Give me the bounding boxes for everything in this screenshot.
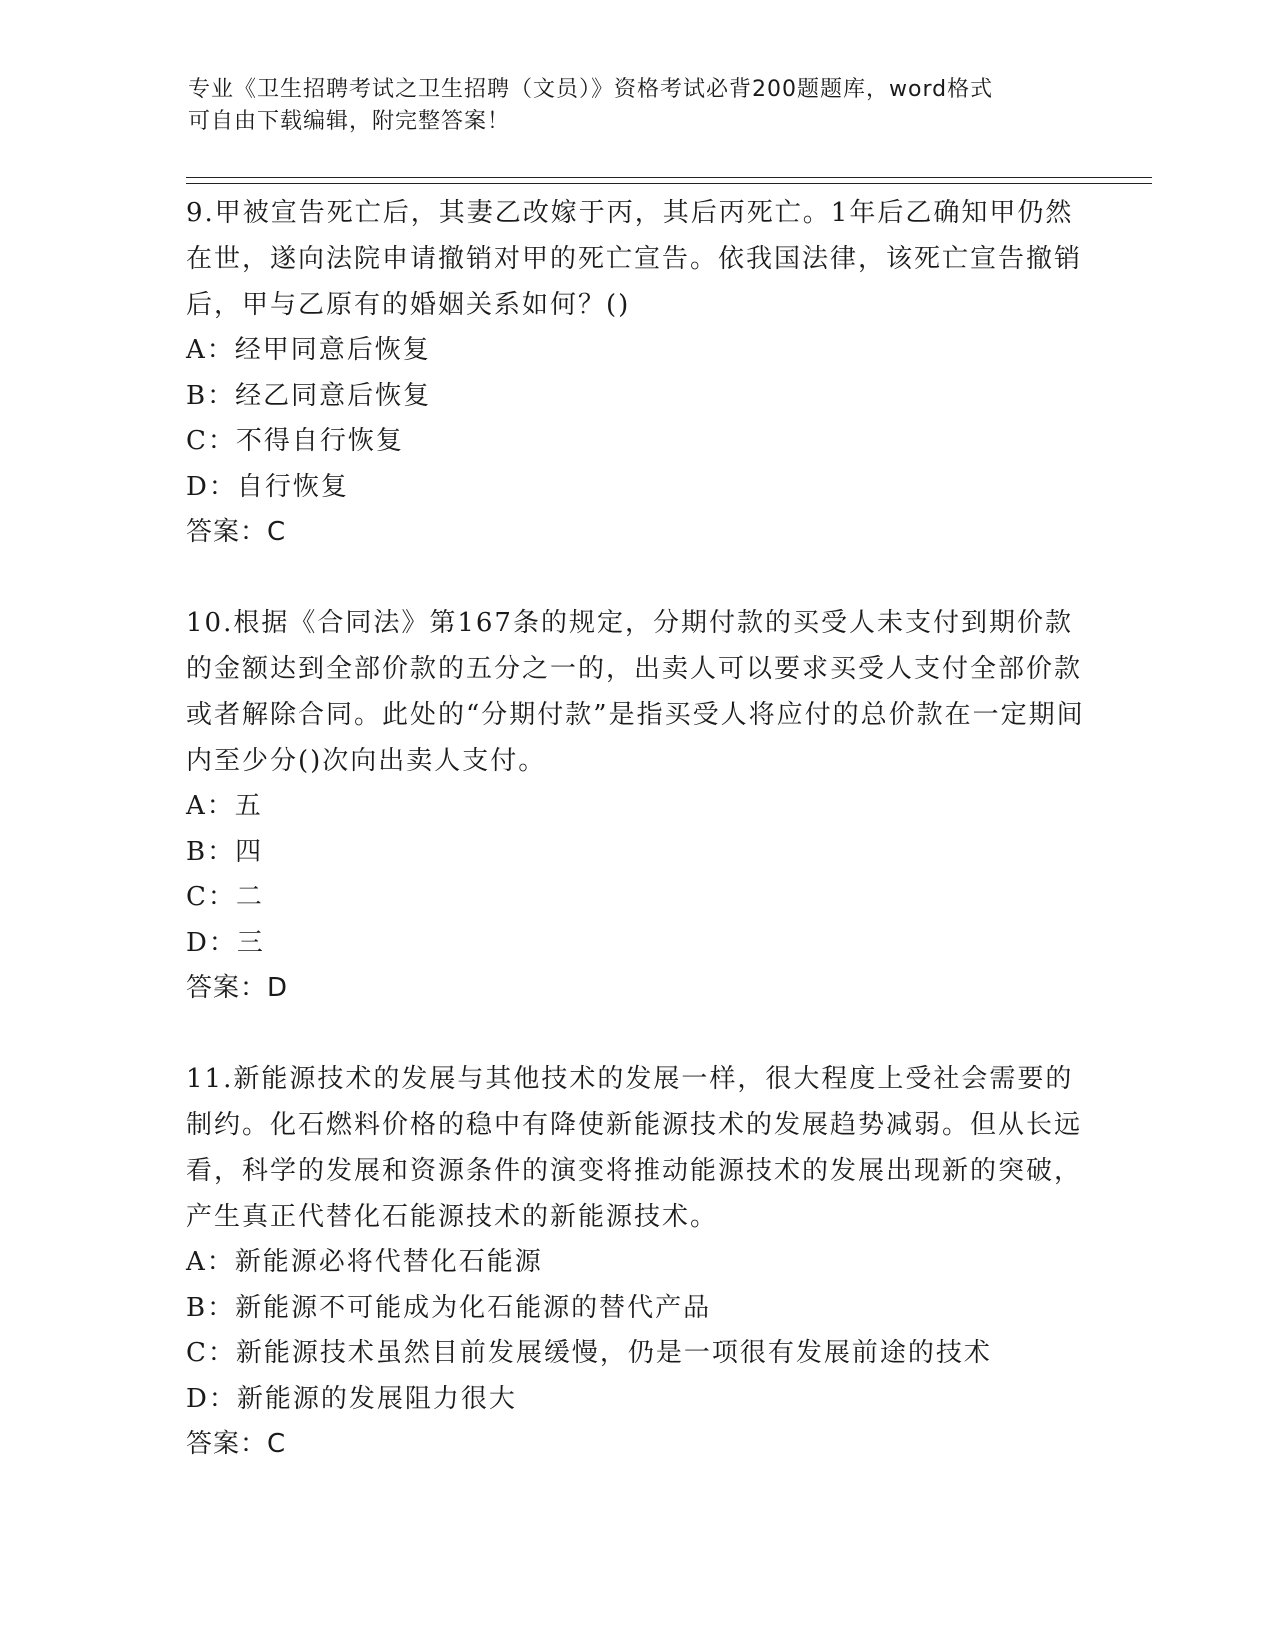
header-line-2: 可自由下载编辑，附完整答案！ — [188, 109, 511, 134]
option-b: B：经乙同意后恢复 — [186, 380, 432, 411]
option-c: C：新能源技术虽然目前发展缓慢，仍是一项很有发展前途的技术 — [186, 1338, 992, 1368]
option-b: B：四 — [186, 836, 264, 867]
answer-line: 答案：C — [186, 517, 287, 547]
question-list — [186, 190, 1086, 1512]
header-divider-bottom — [186, 183, 1152, 184]
option-d: D：三 — [186, 927, 265, 958]
option-d: D：新能源的发展阻力很大 — [186, 1383, 517, 1414]
question-text: 9.甲被宣告死亡后，其妻乙改嫁于丙，其后丙死亡。1年后乙确知甲仍然在世，遂向法院申请撤销对甲的死亡宣告。依我国法律，该死亡宣告撤销后，甲与乙原有的婚姻关系如何？() — [186, 198, 1083, 320]
answer-line: 答案：C — [186, 1429, 287, 1459]
option-d: D：自行恢复 — [186, 471, 349, 502]
header-line-1: 专业《卫生招聘考试之卫生招聘（文员）》资格考试必背200题题库，word格式 — [188, 77, 994, 102]
question-text: 10.根据《合同法》第167条的规定，分期付款的买受人未支付到期价款的金额达到全部价款的五分之一的，出卖人可以要求买受人支付全部价款或者解除合同。此处的“分期付款”是指买受人将应付的总价款在一定期间内至少分()次向出卖人支付。 — [186, 608, 1085, 776]
answer-line: 答案：D — [186, 973, 289, 1003]
option-a: A：五 — [186, 791, 263, 821]
option-a: A：经甲同意后恢复 — [186, 335, 431, 365]
option-c: C：二 — [186, 882, 264, 912]
option-c: C：不得自行恢复 — [186, 426, 404, 456]
option-b: B：新能源不可能成为化石能源的替代产品 — [186, 1292, 712, 1323]
question-text: 11.新能源技术的发展与其他技术的发展一样，很大程度上受社会需要的制约。化石燃料价格的稳中有降使新能源技术的发展趋势减弱。但从长远看，科学的发展和资源条件的演变将推动能源技术的发展出现新的突破，产生真正代替化石能源技术的新能源技术。 — [186, 1064, 1083, 1232]
question-10 — [186, 600, 1086, 1011]
question-11 — [186, 1056, 1086, 1467]
question-9 — [186, 190, 1086, 555]
page-header — [188, 74, 1068, 138]
option-a: A：新能源必将代替化石能源 — [186, 1247, 543, 1277]
header-divider-top — [186, 177, 1152, 178]
